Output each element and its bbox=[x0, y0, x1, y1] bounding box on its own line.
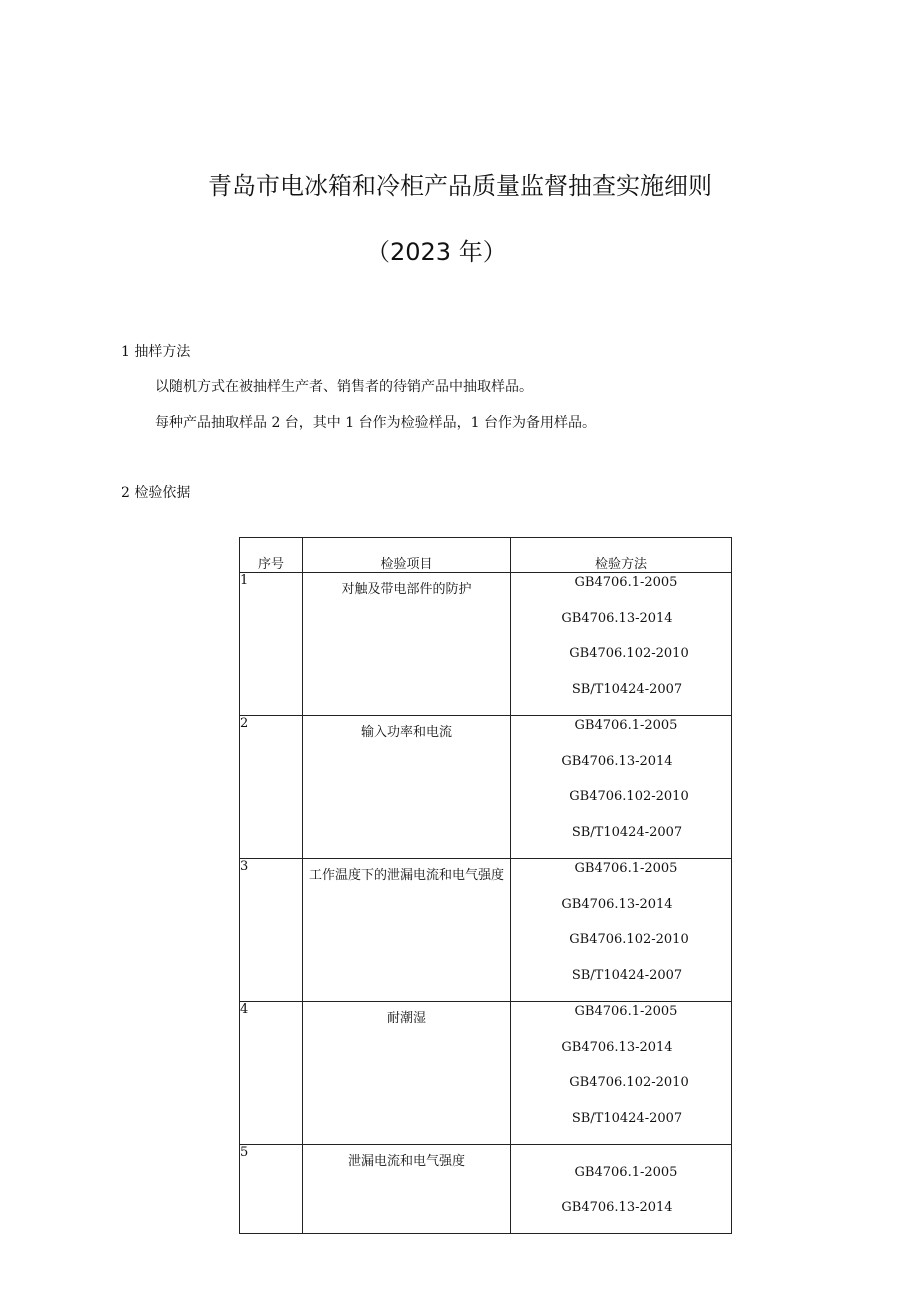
standard-code: GB4706.13-2014 bbox=[561, 1039, 673, 1055]
standard-code: GB4706.102-2010 bbox=[569, 1075, 689, 1090]
row-index: 5 bbox=[240, 1145, 303, 1234]
row-item: 泄漏电流和电气强度 bbox=[303, 1145, 511, 1234]
standard-code: GB4706.1-2005 bbox=[574, 1004, 678, 1019]
standard-code: GB4706.13-2014 bbox=[561, 1200, 673, 1215]
standard-code: SB/T10424-2007 bbox=[571, 681, 683, 697]
standard-code: GB4706.1-2005 bbox=[574, 1165, 678, 1180]
section-1-paragraph: 每种产品抽取样品 2 台，其中 1 台作为检验样品，1 台作为备用样品。 bbox=[155, 415, 596, 431]
table-row bbox=[240, 573, 732, 716]
standard-code: SB/T10424-2007 bbox=[571, 967, 683, 983]
row-index: 2 bbox=[240, 716, 303, 859]
row-index: 1 bbox=[240, 573, 303, 716]
standard-code: GB4706.13-2014 bbox=[561, 896, 673, 912]
section-2-heading: 2 检验依据 bbox=[121, 485, 191, 501]
table-header-row bbox=[240, 538, 732, 573]
standard-code: GB4706.102-2010 bbox=[569, 646, 689, 661]
row-index: 3 bbox=[240, 859, 303, 1002]
header-item: 检验项目 bbox=[303, 538, 511, 573]
table-row bbox=[240, 1145, 732, 1234]
standard-code: GB4706.102-2010 bbox=[569, 932, 689, 947]
row-item: 工作温度下的泄漏电流和电气强度 bbox=[303, 859, 511, 1002]
section-1-heading: 1 抽样方法 bbox=[121, 344, 191, 360]
document-title: 青岛市电冰箱和冷柜产品质量监督抽查实施细则 bbox=[208, 172, 712, 200]
row-item: 对触及带电部件的防护 bbox=[303, 573, 511, 716]
row-item: 耐潮湿 bbox=[303, 1002, 511, 1145]
row-standards bbox=[511, 1145, 732, 1234]
standard-code: GB4706.1-2005 bbox=[574, 718, 678, 733]
standard-code: GB4706.102-2010 bbox=[569, 789, 689, 804]
row-standards bbox=[511, 859, 732, 1002]
row-index: 4 bbox=[240, 1002, 303, 1145]
standard-code: SB/T10424-2007 bbox=[571, 1110, 683, 1126]
standard-code: GB4706.13-2014 bbox=[561, 753, 673, 769]
standard-code: GB4706.1-2005 bbox=[574, 575, 678, 590]
table-row bbox=[240, 1002, 732, 1145]
row-standards bbox=[511, 1002, 732, 1145]
standard-code: GB4706.1-2005 bbox=[574, 861, 678, 876]
row-standards bbox=[511, 716, 732, 859]
table-row bbox=[240, 859, 732, 1002]
standard-code: GB4706.13-2014 bbox=[561, 610, 673, 626]
inspection-basis-table bbox=[239, 537, 732, 1234]
section-1-paragraph: 以随机方式在被抽样生产者、销售者的待销产品中抽取样品。 bbox=[155, 379, 533, 395]
row-standards bbox=[511, 573, 732, 716]
row-item: 输入功率和电流 bbox=[303, 716, 511, 859]
table-row bbox=[240, 716, 732, 859]
document-year: （2023 年） bbox=[366, 238, 507, 266]
header-method: 检验方法 bbox=[511, 538, 732, 573]
header-index: 序号 bbox=[240, 538, 303, 573]
standard-code: SB/T10424-2007 bbox=[571, 824, 683, 840]
